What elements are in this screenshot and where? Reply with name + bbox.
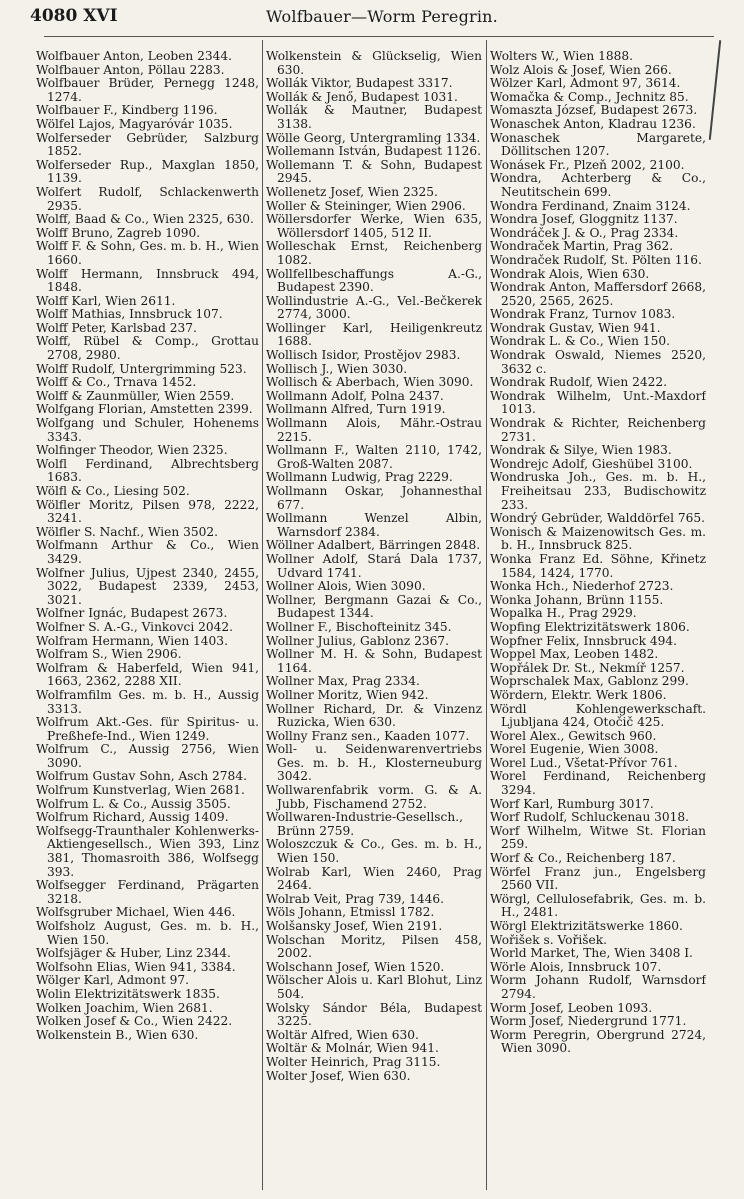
directory-entry: Wörfel Franz jun., Engelsberg 2560 VII. bbox=[490, 864, 706, 893]
directory-entry: Woller & Steininger, Wien 2906. bbox=[266, 198, 466, 213]
directory-entry: Wolfl Ferdinand, Albrechtsberg 1683. bbox=[36, 456, 259, 485]
directory-entry: Wollák & Jenő, Budapest 1031. bbox=[266, 89, 458, 104]
directory-entry: Wolfbauer Brüder, Pernegg 1248, 1274. bbox=[36, 76, 259, 104]
directory-entry: Wollák & Mautner, Budapest 3138. bbox=[266, 103, 482, 131]
directory-entry: Worf Karl, Rumburg 3017. bbox=[490, 796, 654, 811]
directory-entry: Wondrak Alois, Wien 630. bbox=[490, 266, 650, 281]
directory-entry: Wörgl, Cellulosefabrik, Ges. m. b. H., 2481. bbox=[490, 891, 706, 920]
directory-entry: Wollmann Alois, Mähr.-Ostrau 2215. bbox=[266, 416, 482, 444]
directory-entry: Wollmann Wenzel Albin, Warnsdorf 2384. bbox=[266, 511, 482, 539]
directory-entry: Wondra Josef, Gloggnitz 1137. bbox=[490, 212, 678, 227]
directory-entry: Wölle Georg, Untergramling 1334. bbox=[266, 130, 481, 145]
directory-entry: Wölfler S. Nachf., Wien 3502. bbox=[36, 524, 218, 539]
directory-entry: Wolfrum Richard, Aussig 1409. bbox=[36, 810, 229, 825]
directory-entry: Wolfrum C., Aussig 2756, Wien 3090. bbox=[36, 742, 259, 770]
pen-mark bbox=[709, 40, 721, 140]
directory-entry: Woll- u. Seidenwarenvertriebs Ges. m. b. H., Klosterneuburg 3042. bbox=[266, 742, 482, 784]
directory-entry: Wolfner Julius, Ujpest 2340, 2455, 3022, Budapest 2339, 2453, 3021. bbox=[36, 565, 259, 607]
directory-entry: Wonka Hch., Niederhof 2723. bbox=[490, 579, 674, 594]
directory-entry: Woltär Alfred, Wien 630. bbox=[266, 1027, 419, 1042]
directory-entry: Wollák Viktor, Budapest 3317. bbox=[266, 76, 453, 91]
directory-entry: Wölfl & Co., Liesing 502. bbox=[36, 484, 190, 498]
directory-entry: Wollisch Isidor, Prostějov 2983. bbox=[266, 348, 461, 363]
directory-entry: Wollfellbeschaffungs A.-G., Budapest 2390. bbox=[266, 266, 482, 295]
column-3 bbox=[490, 50, 706, 1190]
directory-entry: Wolfram & Haberfeld, Wien 941, 1663, 2362, 2288 XII. bbox=[36, 660, 259, 689]
directory-entry: Wonisch & Maizenowitsch Ges. m. b. H., Innsbruck 825. bbox=[490, 524, 706, 553]
directory-entry: World Market, The, Wien 3408 I. bbox=[490, 946, 693, 961]
directory-entry: Wondrak & Richter, Reichenberg 2731. bbox=[490, 416, 706, 444]
directory-entry: Wondra, Achterberg & Co., Neutitschein 699. bbox=[490, 171, 706, 199]
directory-entry: Wollner Moritz, Wien 942. bbox=[266, 687, 429, 702]
directory-entry: Wolfrum Gustav Sohn, Asch 2784. bbox=[36, 769, 247, 784]
directory-entry: Wollner M. H. & Sohn, Budapest 1164. bbox=[266, 647, 482, 675]
directory-entry: Wořišek s. Vořišek. bbox=[490, 932, 607, 947]
directory-entry: Wolleschak Ernst, Reichenberg 1082. bbox=[266, 239, 482, 267]
directory-entry: Wolframfilm Ges. m. b. H., Aussig 3313. bbox=[36, 687, 259, 716]
directory-entry: Wollner F., Bischofteinitz 345. bbox=[266, 619, 452, 634]
directory-entry: Wondrak & Silye, Wien 1983. bbox=[490, 443, 672, 458]
directory-entry: Wopfing Elektrizitätswerk 1806. bbox=[490, 619, 690, 634]
directory-entry: Wolrab Veit, Prag 739, 1446. bbox=[266, 891, 445, 906]
directory-entry: Wolff, Rübel & Comp., Grottau 2708, 2980. bbox=[36, 334, 259, 363]
directory-entry: Wolin Elektrizitätswerk 1835. bbox=[36, 986, 220, 1001]
directory-entry: Wollner Julius, Gablonz 2367. bbox=[266, 633, 450, 648]
directory-entry: Wondrak Oswald, Niemes 2520, 3632 c. bbox=[490, 348, 706, 376]
directory-entry: Wolfsjäger & Huber, Linz 2344. bbox=[36, 946, 231, 961]
directory-entry: Woppel Max, Leoben 1482. bbox=[490, 647, 659, 662]
directory-entry: Wölzer Karl, Admont 97, 3614. bbox=[490, 76, 681, 91]
directory-entry: Wolkenstein B., Wien 630. bbox=[36, 1027, 199, 1042]
column-divider bbox=[262, 40, 263, 1190]
directory-entry: Wolken Joachim, Wien 2681. bbox=[36, 1000, 213, 1015]
directory-entry: Wollmann Oskar, Johannesthal 677. bbox=[266, 484, 482, 512]
directory-entry: Wolff Mathias, Innsbruck 107. bbox=[36, 307, 223, 322]
directory-entry: Wolfbauer F., Kindberg 1196. bbox=[36, 103, 218, 118]
directory-entry: Wolff Rudolf, Untergrimming 523. bbox=[36, 361, 247, 376]
directory-entry: Wolfsegger Ferdinand, Prägarten 3218. bbox=[36, 878, 259, 906]
directory-entry: Wolff, Baad & Co., Wien 2325, 630. bbox=[36, 212, 254, 227]
directory-entry: Wollner Richard, Dr. & Vinzenz Ruzicka, Wien 630. bbox=[266, 701, 482, 730]
directory-entry: Wolff Bruno, Zagreb 1090. bbox=[36, 225, 201, 240]
directory-entry: Wolff & Co., Trnava 1452. bbox=[36, 375, 197, 390]
directory-entry: Wondrak Franz, Turnov 1083. bbox=[490, 307, 676, 322]
directory-entry: Wollmann Adolf, Polna 2437. bbox=[266, 388, 444, 403]
directory-entry: Wolschann Josef, Wien 1520. bbox=[266, 959, 445, 974]
directory-entry: Wolferseder Gebrüder, Salzburg 1852. bbox=[36, 130, 259, 159]
directory-entry: Wörle Alois, Innsbruck 107. bbox=[490, 959, 662, 974]
directory-entry: Wonka Johann, Brünn 1155. bbox=[490, 592, 664, 607]
directory-entry: Wördl Kohlengewerkschaft. Ljubljana 424, Otočič 425. bbox=[490, 701, 706, 730]
directory-entry: Wollindustrie A.-G., Vel.-Bečkerek 2774, 3000. bbox=[266, 293, 482, 322]
directory-entry: Wonaschek Anton, Kladrau 1236. bbox=[490, 116, 696, 131]
directory-entry: Wördern, Elektr. Werk 1806. bbox=[490, 687, 667, 702]
directory-entry: Wollisch J., Wien 3030. bbox=[266, 361, 408, 376]
directory-entry: Wollemann István, Budapest 1126. bbox=[266, 144, 481, 159]
directory-entry: Wollner Adolf, Stará Dala 1737, Udvard 1741. bbox=[266, 551, 482, 580]
directory-entry: Wolfgang Florian, Amstetten 2399. bbox=[36, 402, 253, 417]
column-divider bbox=[486, 40, 487, 1190]
directory-entry: Wolter Heinrich, Prag 3115. bbox=[266, 1054, 441, 1069]
directory-entry: Wolfbauer Anton, Leoben 2344. bbox=[36, 50, 233, 63]
directory-entry: Worel Alex., Gewitsch 960. bbox=[490, 728, 657, 743]
directory-entry: Wondrý Gebrüder, Walddörfel 765. bbox=[490, 511, 705, 526]
directory-entry: Wollner, Bergmann Gazai & Co., Budapest 1344. bbox=[266, 592, 482, 621]
directory-entry: Wondraček Martin, Prag 362. bbox=[490, 239, 674, 254]
directory-entry: Wolšansky Josef, Wien 2191. bbox=[266, 919, 443, 933]
page-number: 4080 XVI bbox=[30, 6, 118, 26]
directory-entry: Wolfsholz August, Ges. m. b. H., Wien 150. bbox=[36, 919, 259, 947]
directory-entry: Worel Ferdinand, Reichenberg 3294. bbox=[490, 769, 706, 798]
directory-entry: Wolff Peter, Karlsbad 237. bbox=[36, 320, 197, 335]
directory-entry: Wolschan Moritz, Pilsen 458, 2002. bbox=[266, 932, 482, 961]
directory-entry: Womačka & Comp., Jechnitz 85. bbox=[490, 89, 689, 104]
page-title: Wolfbauer—Worm Peregrin. bbox=[266, 7, 498, 26]
directory-entry: Worm Josef, Leoben 1093. bbox=[490, 1000, 653, 1015]
directory-entry: Wolfinger Theodor, Wien 2325. bbox=[36, 443, 228, 458]
directory-entry: Wölger Karl, Admont 97. bbox=[36, 973, 189, 988]
directory-entry: Woprschalek Max, Gablonz 299. bbox=[490, 674, 689, 689]
directory-entry: Wolfsohn Elias, Wien 941, 3384. bbox=[36, 959, 236, 974]
directory-entry: Wolfgang und Schuler, Hohenems 3343. bbox=[36, 416, 259, 444]
directory-entry: Wollmann F., Walten 2110, 1742, Groß-Walten 2087. bbox=[266, 443, 482, 471]
directory-entry: Wonásek Fr., Plzeň 2002, 2100. bbox=[490, 157, 685, 172]
directory-entry: Wollwaren-Industrie-Gesellsch., Brünn 2759. bbox=[266, 810, 463, 838]
directory-entry: Wolfsegg-Traunthaler Kohlenwerks-Aktiengesellsch., Wien 393, Linz 381, Thomasroith 386, Wolfsegg 393. bbox=[36, 823, 259, 879]
directory-entry: Wondrak Anton, Maffersdorf 2668, 2520, 2565, 2625. bbox=[490, 280, 706, 308]
directory-entry: Wondrak Gustav, Wien 941. bbox=[490, 320, 661, 335]
directory-entry: Wollner Max, Prag 2334. bbox=[266, 674, 420, 689]
directory-entry: Wondrak L. & Co., Wien 150. bbox=[490, 334, 670, 349]
directory-entry: Wolrab Karl, Wien 2460, Prag 2464. bbox=[266, 864, 482, 893]
directory-entry: Wolff Hermann, Innsbruck 494, 1848. bbox=[36, 266, 259, 295]
directory-entry: Wolters W., Wien 1888. bbox=[490, 50, 634, 63]
directory-entry: Wollny Franz sen., Kaaden 1077. bbox=[266, 728, 470, 743]
directory-entry: Worel Eugenie, Wien 3008. bbox=[490, 742, 659, 757]
directory-entry: Wopalka H., Prag 2929. bbox=[490, 606, 637, 621]
directory-entry: Wolsky Sándor Béla, Budapest 3225. bbox=[266, 1000, 482, 1029]
directory-entry: Wölfler Moritz, Pilsen 978, 2222, 3241. bbox=[36, 497, 259, 526]
directory-entry: Wolfert Rudolf, Schlackenwerth 2935. bbox=[36, 184, 259, 213]
directory-entry: Wolferseder Rup., Maxglan 1850, 1139. bbox=[36, 157, 259, 186]
directory-entry: Worm Josef, Niedergrund 1771. bbox=[490, 1014, 687, 1029]
directory-entry: Wolfram S., Wien 2906. bbox=[36, 647, 182, 662]
directory-entry: Wondrak Wilhelm, Unt.-Maxdorf 1013. bbox=[490, 388, 706, 417]
directory-entry: Wolken Josef & Co., Wien 2422. bbox=[36, 1014, 233, 1029]
directory-entry: Wolfmann Arthur & Co., Wien 3429. bbox=[36, 538, 259, 566]
directory-entry: Wondráček J. & O., Prag 2334. bbox=[490, 225, 679, 240]
directory-entry: Wolfrum Kunstverlag, Wien 2681. bbox=[36, 783, 245, 798]
directory-entry: Wolfsgruber Michael, Wien 446. bbox=[36, 905, 236, 920]
directory-entry: Wollmann Ludwig, Prag 2229. bbox=[266, 470, 453, 485]
directory-entry: Wondra Ferdinand, Znaim 3124. bbox=[490, 198, 691, 213]
directory-entry: Womaszta József, Budapest 2673. bbox=[490, 103, 698, 118]
page-header bbox=[0, 6, 744, 30]
header-rule bbox=[44, 36, 714, 37]
directory-entry: Wolfbauer Anton, Pöllau 2283. bbox=[36, 62, 225, 77]
directory-entry: Wolkenstein & Glückselig, Wien 630. bbox=[266, 50, 482, 77]
directory-entry: Wollisch & Aberbach, Wien 3090. bbox=[266, 375, 474, 390]
directory-entry: Wollinger Karl, Heiligenkreutz 1688. bbox=[266, 320, 482, 349]
directory-entry: Wöllersdorfer Werke, Wien 635, Wöllersdorf 1405, 512 II. bbox=[266, 212, 482, 240]
directory-entry: Wöls Johann, Etmissl 1782. bbox=[266, 905, 435, 920]
directory-entry: Wopfner Felix, Innsbruck 494. bbox=[490, 633, 677, 648]
directory-entry: Wörgl Elektrizitätswerke 1860. bbox=[490, 919, 683, 933]
directory-entry: Wölfel Lajos, Magyaróvár 1035. bbox=[36, 116, 233, 131]
directory-entry: Wollemann T. & Sohn, Budapest 2945. bbox=[266, 157, 482, 186]
directory-entry: Worf Rudolf, Schluckenau 3018. bbox=[490, 810, 690, 825]
column-2 bbox=[266, 50, 482, 1190]
directory-entry: Wolff Karl, Wien 2611. bbox=[36, 293, 176, 308]
directory-entry: Wolfner Ignác, Budapest 2673. bbox=[36, 606, 228, 621]
directory-entry: Wollenetz Josef, Wien 2325. bbox=[266, 184, 438, 199]
directory-entry: Wondruska Joh., Ges. m. b. H., Freiheitsau 233, Budischowitz 233. bbox=[490, 470, 706, 512]
directory-entry: Worm Johann Rudolf, Warnsdorf 2794. bbox=[490, 973, 706, 1001]
directory-entry: Wölscher Alois u. Karl Blohut, Linz 504. bbox=[266, 973, 482, 1001]
directory-entry: Wolter Josef, Wien 630. bbox=[266, 1068, 411, 1083]
directory-entry: Wondraček Rudolf, St. Pölten 116. bbox=[490, 252, 702, 267]
directory-entry: Wonka Franz Ed. Söhne, Křinetz 1584, 1424, 1770. bbox=[490, 551, 706, 580]
directory-entry: Woloszczuk & Co., Ges. m. b. H., Wien 150. bbox=[266, 837, 482, 866]
directory-entry: Woltär & Molnár, Wien 941. bbox=[266, 1041, 439, 1056]
directory-entry: Wondrak Rudolf, Wien 2422. bbox=[490, 375, 667, 390]
directory-entry: Wolff & Zaunmüller, Wien 2559. bbox=[36, 388, 235, 403]
directory-entry: Wöllner Adalbert, Bärringen 2848. bbox=[266, 538, 481, 553]
directory-entry: Worf & Co., Reichenberg 187. bbox=[490, 851, 676, 866]
directory-entry: Wolfner S. A.-G., Vinkovci 2042. bbox=[36, 619, 234, 634]
directory-entry: Wollmann Alfred, Turn 1919. bbox=[266, 402, 446, 417]
directory-entry: Wopřálek Dr. St., Nekmíř 1257. bbox=[490, 660, 685, 675]
directory-entry: Worm Peregrin, Obergrund 2724, Wien 3090. bbox=[490, 1027, 706, 1056]
directory-entry: Wolfram Hermann, Wien 1403. bbox=[36, 633, 228, 648]
directory-entry: Wolz Alois & Josef, Wien 266. bbox=[490, 62, 672, 77]
column-1 bbox=[36, 50, 259, 1190]
directory-entry: Wolfrum Akt.-Ges. für Spiritus- u. Preßhefe-Ind., Wien 1249. bbox=[36, 715, 259, 743]
directory-entry: Wonaschek Margarete, Döllitschen 1207. bbox=[490, 130, 706, 159]
directory-entry: Worf Wilhelm, Witwe St. Florian 259. bbox=[490, 823, 706, 852]
directory-entry: Wondrejc Adolf, Gieshübel 3100. bbox=[490, 456, 693, 471]
directory-entry: Wollwarenfabrik vorm. G. & A. Jubb, Fischamend 2752. bbox=[266, 783, 482, 811]
directory-entry: Worel Lud., Všetat-Přívor 761. bbox=[490, 755, 678, 770]
directory-entry: Wolff F. & Sohn, Ges. m. b. H., Wien 1660. bbox=[36, 239, 259, 267]
directory-entry: Wollner Alois, Wien 3090. bbox=[266, 579, 426, 594]
directory-entry: Wolfrum L. & Co., Aussig 3505. bbox=[36, 796, 231, 811]
